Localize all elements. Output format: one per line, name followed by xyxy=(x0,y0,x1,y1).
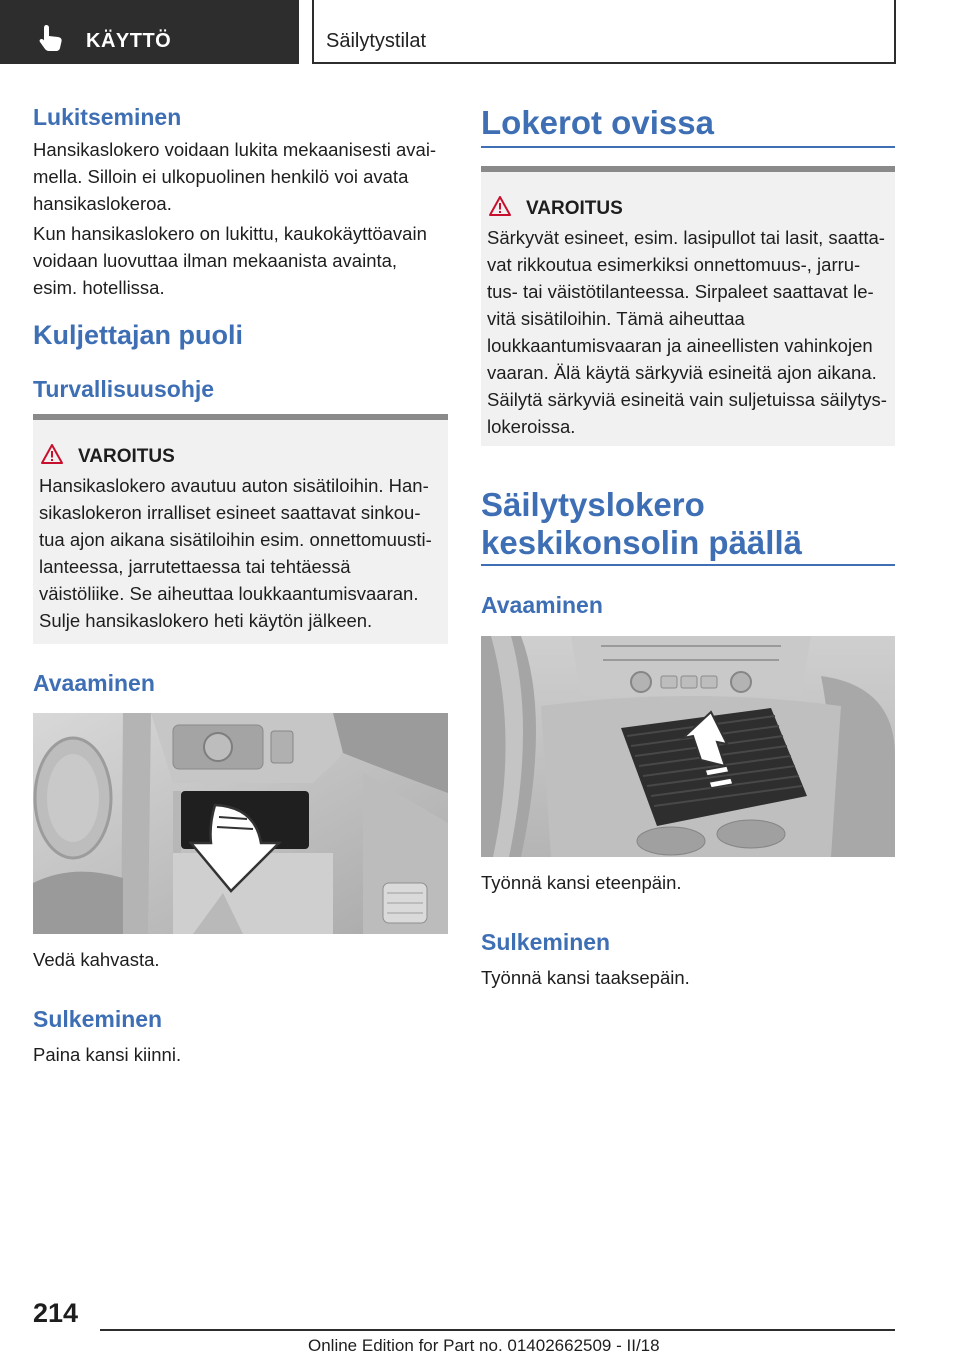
heading-line: keskikonsolin päällä xyxy=(481,524,802,561)
text-line: Kun hansikaslokero on lukittu, kaukokäyttöavain xyxy=(33,223,427,244)
close-text-left: Paina kansi kiinni. xyxy=(33,1044,182,1065)
warning-bar xyxy=(33,414,448,420)
warning-triangle-icon xyxy=(41,444,63,464)
text-line: lanteessa, jarrutettaessa tai tehtäessä xyxy=(39,556,351,577)
text-line: Hansikaslokero avautuu auton sisätiloihin. Han- xyxy=(39,475,429,496)
text-line: Säilytä särkyviä esineitä vain suljetuissa säilytys- xyxy=(487,389,887,410)
text-line: tus- tai väistötilanteessa. Sirpaleet saattavat le- xyxy=(487,281,874,302)
warning-title: VAROITUS xyxy=(526,198,623,219)
text-line: vitä sisätiloihin. Tämä aiheuttaa xyxy=(487,308,745,329)
warning-bar xyxy=(481,166,895,172)
text-line: vaaran. Älä käytä särkyviä esineitä ajon aikana. xyxy=(487,362,877,383)
text-line: sikaslokeron irralliset esineet saattavat sinkou- xyxy=(39,502,421,523)
page-number: 214 xyxy=(33,1298,79,1328)
text-line: tua ajon aikana sisätiloihin esim. onnettomuusti- xyxy=(39,529,432,550)
text-line: loukkaantumisvaaran ja aineellisten vahinkojen xyxy=(487,335,873,356)
text-line: Sulje hansikaslokero heti käytön jälkeen. xyxy=(39,610,373,631)
warning-box-glovebox xyxy=(33,414,448,644)
close-heading-left: Sulkeminen xyxy=(33,1006,163,1032)
safety-heading: Turvallisuusohje xyxy=(33,376,215,402)
glovebox-open-illustration xyxy=(33,713,448,934)
open-heading-right: Avaaminen xyxy=(481,592,603,618)
text-line: vat rikkoutua esimerkiksi onnettomuus-, jarru- xyxy=(487,254,861,275)
section-tab[interactable] xyxy=(0,0,299,64)
open-heading-left: Avaaminen xyxy=(33,670,155,696)
text-line: hansikaslokeroa. xyxy=(33,193,172,214)
warning-title: VAROITUS xyxy=(78,446,175,467)
heading-rule xyxy=(481,564,895,566)
driver-side-heading: Kuljettajan puoli xyxy=(33,320,244,350)
heading-rule xyxy=(481,146,895,148)
chapter-header xyxy=(312,0,896,64)
text-line: voidaan luovuttaa ilman mekaanista avainta, xyxy=(33,250,398,271)
text-line: esim. hotellissa. xyxy=(33,277,165,298)
close-text-right: Työnnä kansi taaksepäin. xyxy=(481,967,690,988)
open-caption-left: Vedä kahvasta. xyxy=(33,949,160,970)
warning-text xyxy=(487,224,895,440)
open-caption-right: Työnnä kansi eteenpäin. xyxy=(481,872,682,893)
heading-line: Säilytyslokero xyxy=(481,486,705,523)
lock-heading: Lukitseminen xyxy=(33,104,182,130)
chapter-title: Säilytystilat xyxy=(326,30,427,52)
console-compartment-illustration xyxy=(481,636,895,857)
lock-paragraph-1 xyxy=(33,136,448,217)
footer-rule xyxy=(100,1329,895,1331)
text-line: Särkyvät esineet, esim. lasipullot tai lasit, saatta- xyxy=(487,227,885,248)
door-compartments-heading: Lokerot ovissa xyxy=(481,104,714,141)
warning-triangle-icon xyxy=(489,196,511,216)
edition-note: Online Edition for Part no. 01402662509 - II/18 xyxy=(308,1336,660,1355)
warning-box-doors xyxy=(481,166,895,446)
text-line: mella. Silloin ei ulkopuolinen henkilö voi avata xyxy=(33,166,409,187)
close-heading-right: Sulkeminen xyxy=(481,929,611,955)
center-console-heading xyxy=(481,486,802,562)
text-line: lokeroissa. xyxy=(487,416,576,437)
warning-text xyxy=(39,472,447,634)
section-label: KÄYTTÖ xyxy=(86,30,172,52)
pointing-hand-icon xyxy=(36,22,68,54)
lock-paragraph-2 xyxy=(33,220,448,301)
text-line: Hansikaslokero voidaan lukita mekaanisesti avai- xyxy=(33,139,437,160)
text-line: väistöliike. Se aiheuttaa loukkaantumisvaaran. xyxy=(39,583,419,604)
